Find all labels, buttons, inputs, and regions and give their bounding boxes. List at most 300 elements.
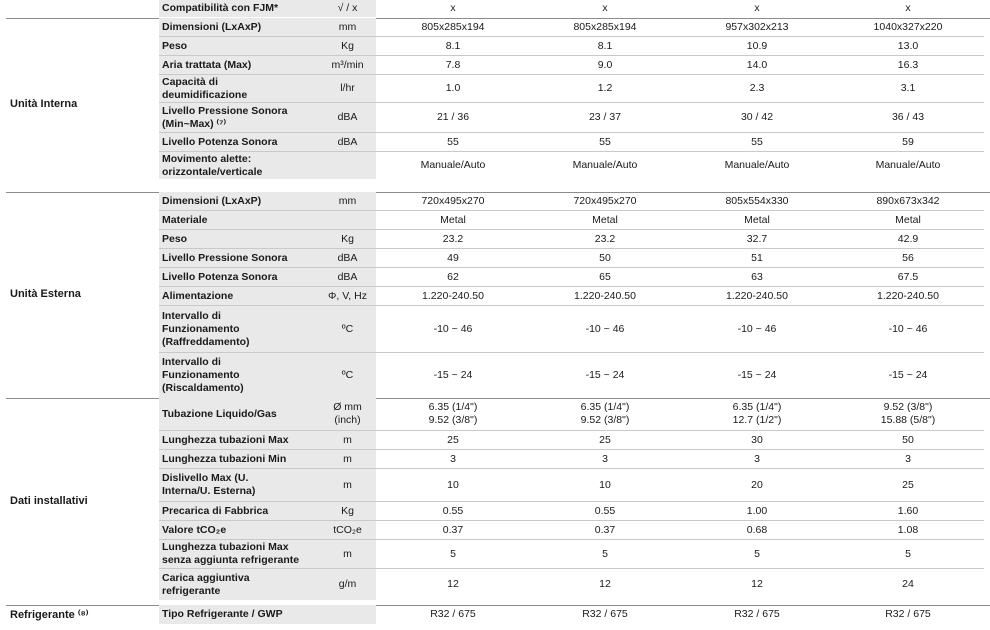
value-cell-model-2: [529, 521, 681, 539]
row-unit: [319, 75, 376, 102]
value-cell-model-4: [832, 133, 984, 151]
value-text: 67.5: [897, 270, 919, 283]
value-text: 805x554x330: [725, 194, 789, 207]
value-cell-model-1: [377, 18, 529, 36]
row-label-text: Compatibilità con FJM*: [162, 2, 279, 14]
value-cell-model-4: [832, 521, 984, 539]
value-cell-model-4: [832, 249, 984, 267]
value-cell-model-4: [832, 450, 984, 468]
value-text: 8.1: [445, 39, 461, 52]
value-cell-model-4: [832, 469, 984, 501]
value-text: 805x285x194: [573, 20, 637, 33]
value-cell-model-3: [681, 75, 833, 102]
value-cell-model-1: [377, 75, 529, 102]
value-text: 0.37: [594, 523, 616, 536]
value-text: 5: [450, 547, 456, 560]
row-label-text: Tipo Refrigerante / GWP: [162, 608, 283, 620]
value-cell-model-2: [529, 75, 681, 102]
section-unit-interna: [6, 18, 990, 193]
row-label: [159, 103, 319, 132]
value-text: 5: [602, 547, 608, 560]
value-cell-model-3: [681, 37, 833, 55]
value-cell-model-1: [377, 37, 529, 55]
row-label: [159, 431, 319, 449]
value-text: 55: [599, 135, 611, 148]
value-cell-model-3: [681, 398, 833, 430]
row-label-text: Livello Pressione Sonora: [162, 251, 288, 264]
value-text: 25: [599, 433, 611, 446]
row-unit: [319, 469, 376, 501]
value-text: 24: [902, 578, 914, 590]
value-cell-model-1: [377, 306, 529, 352]
table-row: [159, 469, 984, 502]
value-text: 51: [751, 251, 763, 264]
value-text: 10: [447, 478, 459, 491]
value-cell-model-4: [832, 152, 984, 179]
value-text: 1.00: [746, 504, 768, 517]
row-unit: [319, 192, 376, 210]
value-text: 63: [751, 270, 763, 283]
value-text: 7.8: [445, 58, 461, 71]
row-unit-text: tCO₂e: [333, 523, 362, 536]
row-label: [159, 18, 319, 36]
value-cell-model-3: [681, 211, 833, 229]
row-label-text: Livello Potenza Sonora: [162, 135, 278, 148]
table-row: [159, 230, 984, 249]
value-text: 55: [751, 135, 763, 148]
value-cell-model-2: [529, 211, 681, 229]
table-row: [159, 502, 984, 521]
value-text: 1.60: [897, 504, 919, 517]
value-cell-model-2: [529, 540, 681, 568]
value-text: 21 / 36: [436, 111, 470, 123]
value-cell-model-1: [377, 211, 529, 229]
value-text: x: [602, 2, 608, 14]
value-text: 890x673x342: [876, 194, 940, 207]
value-text: 23.2: [442, 232, 464, 245]
table-row: [159, 521, 984, 540]
row-unit: [319, 230, 376, 248]
value-text: 10: [599, 478, 611, 491]
row-unit-text: Ø mm (inch): [333, 401, 362, 426]
row-unit-text: l/hr: [340, 82, 355, 94]
value-cell-model-4: [832, 230, 984, 248]
row-label-text: Dislivello Max (U. Interna/U. Esterna): [162, 472, 256, 497]
value-text: 30 / 42: [740, 111, 774, 123]
value-cell-model-3: [681, 431, 833, 449]
row-label-text: Tubazione Liquido/Gas: [162, 407, 277, 420]
row-unit: [319, 249, 376, 267]
row-label: [159, 287, 319, 305]
row-unit: [319, 268, 376, 286]
value-text: 12: [599, 578, 611, 590]
section-unit-esterna: [6, 192, 990, 399]
value-cell-model-4: [832, 353, 984, 398]
value-cell-model-3: [681, 450, 833, 468]
section-label: Refrigerante ⁽⁸⁾: [10, 609, 89, 621]
row-label: [159, 540, 319, 568]
row-label-text: Carica aggiuntiva refrigerante: [162, 571, 250, 597]
row-label: [159, 502, 319, 520]
table-row: [159, 152, 984, 179]
value-cell-model-4: [832, 75, 984, 102]
value-text: 9.0: [597, 58, 613, 71]
value-cell-model-4: [832, 18, 984, 36]
row-label-text: Valore tCO₂e: [162, 523, 227, 536]
value-text: 720x495x270: [573, 194, 637, 207]
row-label: [159, 192, 319, 210]
value-cell-model-2: [529, 249, 681, 267]
table-row: [159, 37, 984, 56]
value-cell-model-2: [529, 268, 681, 286]
table-row: [159, 450, 984, 469]
value-text: 1.2: [597, 82, 613, 94]
value-cell-model-3: [681, 469, 833, 501]
row-unit-text: m: [343, 452, 352, 465]
value-text: 1.220-240.50: [574, 289, 636, 302]
row-label: [159, 569, 319, 600]
row-unit-text: m: [343, 547, 352, 560]
row-label: [159, 0, 319, 17]
row-unit-text: mm: [338, 194, 357, 207]
value-text: 36 / 43: [891, 111, 925, 123]
value-text: R32 / 675: [885, 608, 931, 620]
value-text: R32 / 675: [734, 608, 780, 620]
value-cell-model-2: [529, 353, 681, 398]
row-label-text: Livello Pressione Sonora (Min~Max) ⁽⁷⁾: [162, 104, 288, 130]
row-unit: [319, 502, 376, 520]
row-unit-text: Kg: [341, 504, 354, 517]
table-row: [159, 133, 984, 152]
value-text: 8.1: [597, 39, 613, 52]
value-cell-model-1: [377, 450, 529, 468]
table-row: [159, 287, 984, 306]
value-text: Manuale/Auto: [572, 159, 638, 171]
value-text: 5: [754, 547, 760, 560]
value-cell-model-1: [377, 398, 529, 430]
row-unit-text: Kg: [341, 39, 354, 52]
value-text: 16.3: [897, 58, 919, 71]
value-cell-model-1: [377, 540, 529, 568]
value-cell-model-2: [529, 152, 681, 179]
value-cell-model-4: [832, 287, 984, 305]
value-text: -15 ~ 24: [433, 369, 473, 381]
table-row: [159, 605, 984, 624]
value-cell-model-2: [529, 398, 681, 430]
row-unit: [319, 18, 376, 36]
value-text: 6.35 (1/4") 9.52 (3/8"): [580, 401, 630, 426]
value-text: x: [905, 2, 911, 14]
value-text: 720x495x270: [421, 194, 485, 207]
value-cell-model-4: [832, 502, 984, 520]
row-unit-text: dBA: [337, 111, 358, 123]
table-row: [159, 398, 984, 431]
row-label: [159, 353, 319, 398]
value-text: -10 ~ 46: [888, 322, 928, 335]
value-cell-model-2: [529, 569, 681, 600]
row-unit: [319, 37, 376, 55]
row-label-text: Movimento alette: orizzontale/verticale: [162, 152, 263, 178]
value-text: 30: [751, 433, 763, 446]
value-text: 957x302x213: [725, 20, 789, 33]
value-cell-model-3: [681, 0, 833, 17]
table-row: [159, 540, 984, 569]
value-cell-model-4: [832, 569, 984, 600]
row-label-text: Capacità di deumidificazione: [162, 75, 248, 101]
row-label: [159, 56, 319, 74]
value-cell-model-3: [681, 56, 833, 74]
value-cell-model-1: [377, 249, 529, 267]
value-cell-model-1: [377, 569, 529, 600]
value-cell-model-1: [377, 230, 529, 248]
row-unit-text: mm: [338, 20, 357, 33]
value-text: 1.220-240.50: [726, 289, 788, 302]
table-row: [159, 249, 984, 268]
row-label-text: Peso: [162, 232, 188, 245]
value-text: Metal: [592, 213, 618, 226]
value-text: Metal: [895, 213, 921, 226]
table-row: [159, 18, 984, 37]
section-label: Dati installativi: [10, 494, 88, 507]
row-unit: [319, 605, 376, 624]
section-dati-installativi: [6, 398, 990, 606]
row-label-text: Precarica di Fabbrica: [162, 504, 269, 517]
value-cell-model-4: [832, 540, 984, 568]
row-unit: [319, 540, 376, 568]
row-unit-text: dBA: [337, 251, 358, 264]
row-label-text: Aria trattata (Max): [162, 58, 252, 71]
value-cell-model-1: [377, 103, 529, 132]
value-cell-model-4: [832, 56, 984, 74]
value-cell-model-3: [681, 18, 833, 36]
value-cell-model-3: [681, 502, 833, 520]
value-text: 5: [905, 547, 911, 560]
value-cell-model-2: [529, 469, 681, 501]
row-label: [159, 249, 319, 267]
value-text: 0.37: [442, 523, 464, 536]
value-text: Manuale/Auto: [875, 159, 941, 171]
value-cell-model-2: [529, 56, 681, 74]
value-cell-model-3: [681, 521, 833, 539]
row-label: [159, 75, 319, 102]
value-text: x: [450, 2, 456, 14]
row-unit: [319, 398, 376, 430]
value-cell-model-4: [832, 37, 984, 55]
row-label-text: Intervallo di Funzionamento (Riscaldamento): [162, 356, 244, 394]
value-text: -15 ~ 24: [585, 369, 625, 381]
value-cell-model-4: [832, 103, 984, 132]
section-label: Unità Esterna: [10, 288, 81, 300]
value-cell-model-1: [377, 353, 529, 398]
value-cell-model-4: [832, 268, 984, 286]
row-unit-text: dBA: [337, 270, 358, 283]
row-unit: [319, 569, 376, 600]
value-text: 6.35 (1/4") 9.52 (3/8"): [428, 401, 478, 426]
value-cell-model-4: [832, 0, 984, 17]
value-text: -15 ~ 24: [737, 369, 777, 381]
row-label: [159, 268, 319, 286]
value-text: 6.35 (1/4") 12.7 (1/2"): [732, 401, 782, 426]
value-cell-model-1: [377, 605, 529, 624]
row-unit: [319, 306, 376, 352]
row-label: [159, 230, 319, 248]
value-text: 59: [902, 135, 914, 148]
row-unit-text: Kg: [341, 232, 354, 245]
value-text: 56: [902, 251, 914, 264]
row-unit: [319, 0, 376, 17]
value-text: 3.1: [900, 82, 916, 94]
value-cell-model-3: [681, 249, 833, 267]
value-cell-model-4: [832, 605, 984, 624]
value-cell-model-4: [832, 306, 984, 352]
table-row: [159, 306, 984, 353]
row-label: [159, 521, 319, 539]
value-cell-model-2: [529, 230, 681, 248]
row-unit: [319, 353, 376, 398]
value-text: Manuale/Auto: [724, 159, 790, 171]
row-unit: [319, 152, 376, 179]
row-label-text: Lunghezza tubazioni Min: [162, 452, 287, 465]
value-text: 3: [602, 452, 608, 465]
value-text: 2.3: [749, 82, 765, 94]
row-label: [159, 306, 319, 352]
value-text: 23 / 37: [588, 111, 622, 123]
value-cell-model-4: [832, 431, 984, 449]
value-cell-model-3: [681, 230, 833, 248]
value-text: 62: [447, 270, 459, 283]
value-text: -10 ~ 46: [433, 322, 473, 335]
value-text: 3: [754, 452, 760, 465]
value-text: -15 ~ 24: [888, 369, 928, 381]
section-label: Unità Interna: [10, 98, 78, 110]
row-label-text: Lunghezza tubazioni Max: [162, 433, 289, 446]
row-unit-text: ºC: [341, 322, 354, 335]
value-cell-model-2: [529, 450, 681, 468]
value-cell-model-3: [681, 268, 833, 286]
value-text: 0.55: [442, 504, 464, 517]
table-row: [159, 75, 984, 103]
row-unit-text: m³/min: [331, 58, 364, 71]
value-text: 49: [447, 251, 459, 264]
value-cell-model-1: [377, 152, 529, 179]
value-text: 25: [447, 433, 459, 446]
row-label-text: Lunghezza tubazioni Max senza aggiunta refrigerante: [162, 541, 300, 566]
row-label: [159, 450, 319, 468]
value-cell-model-3: [681, 287, 833, 305]
value-text: 1040x327x220: [873, 20, 943, 33]
value-cell-model-2: [529, 0, 681, 17]
value-text: 23.2: [594, 232, 616, 245]
value-cell-model-2: [529, 502, 681, 520]
row-label-text: Dimensioni (LxAxP): [162, 194, 262, 207]
value-text: 1.220-240.50: [877, 289, 939, 302]
value-text: 50: [599, 251, 611, 264]
value-cell-model-2: [529, 287, 681, 305]
value-text: 1.0: [445, 82, 461, 94]
row-unit-text: √ / x: [337, 2, 358, 14]
value-text: Metal: [440, 213, 466, 226]
value-text: 0.55: [594, 504, 616, 517]
value-text: 50: [902, 433, 914, 446]
value-cell-model-1: [377, 56, 529, 74]
value-text: 10.9: [746, 39, 768, 52]
value-cell-model-4: [832, 211, 984, 229]
row-unit: [319, 103, 376, 132]
value-text: 805x285x194: [421, 20, 485, 33]
row-label-text: Dimensioni (LxAxP): [162, 20, 262, 33]
value-cell-model-1: [377, 192, 529, 210]
value-text: 1.08: [897, 523, 919, 536]
value-cell-model-2: [529, 192, 681, 210]
table-row: [159, 431, 984, 450]
value-text: 3: [450, 452, 456, 465]
row-label: [159, 152, 319, 179]
value-cell-model-3: [681, 133, 833, 151]
value-cell-model-2: [529, 133, 681, 151]
table-row: [159, 103, 984, 133]
value-cell-model-2: [529, 431, 681, 449]
value-cell-model-1: [377, 469, 529, 501]
value-cell-model-2: [529, 18, 681, 36]
row-unit-text: m: [343, 433, 352, 446]
row-unit: [319, 521, 376, 539]
section-refrigerante: [6, 605, 990, 625]
value-cell-model-1: [377, 431, 529, 449]
value-cell-model-4: [832, 398, 984, 430]
value-cell-model-1: [377, 521, 529, 539]
row-label-text: Intervallo di Funzionamento (Raffreddamento): [162, 309, 250, 348]
table-row: [159, 211, 984, 230]
value-cell-model-2: [529, 605, 681, 624]
value-cell-model-2: [529, 103, 681, 132]
value-cell-model-1: [377, 268, 529, 286]
value-cell-model-3: [681, 152, 833, 179]
value-cell-model-3: [681, 353, 833, 398]
table-row: [159, 569, 984, 600]
value-text: 13.0: [897, 39, 919, 52]
value-text: -10 ~ 46: [585, 322, 625, 335]
value-cell-model-3: [681, 103, 833, 132]
value-cell-model-4: [832, 192, 984, 210]
table-row: [159, 353, 984, 398]
value-cell-model-3: [681, 605, 833, 624]
value-cell-model-1: [377, 287, 529, 305]
value-text: R32 / 675: [582, 608, 628, 620]
value-text: 42.9: [897, 232, 919, 245]
table-row: [159, 0, 984, 17]
row-label: [159, 211, 319, 229]
value-text: 25: [902, 478, 914, 491]
row-label-text: Materiale: [162, 213, 208, 226]
row-label: [159, 37, 319, 55]
value-cell-model-3: [681, 192, 833, 210]
row-label: [159, 133, 319, 151]
table-row: [159, 56, 984, 75]
row-unit-text: g/m: [338, 578, 357, 590]
table-row: [159, 192, 984, 211]
value-text: -10 ~ 46: [737, 322, 777, 335]
section-blank: [6, 0, 990, 19]
table-row: [159, 268, 984, 287]
value-text: R32 / 675: [430, 608, 476, 620]
value-text: 14.0: [746, 58, 768, 71]
row-unit: [319, 56, 376, 74]
row-unit: [319, 211, 376, 229]
value-cell-model-1: [377, 0, 529, 17]
row-unit-text: dBA: [337, 135, 358, 148]
value-cell-model-2: [529, 37, 681, 55]
row-label: [159, 469, 319, 501]
